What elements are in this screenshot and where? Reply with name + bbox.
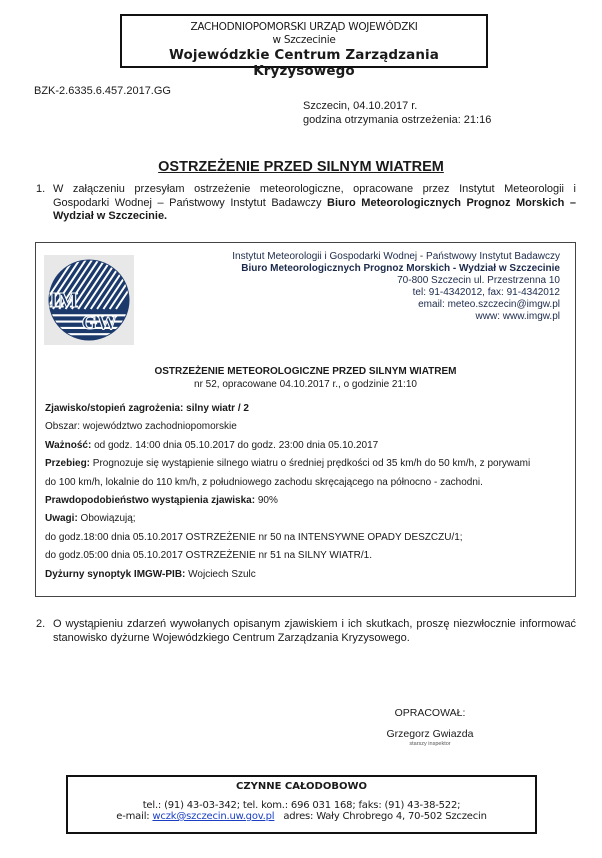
warning-subheading: nr 52, opracowane 04.10.2017 r., o godzinie 21:10 [194, 379, 417, 390]
logo-text-top: IM [49, 288, 79, 313]
footer-email-label: e-mail: [116, 811, 153, 822]
signature-role: OPRACOWAŁ: [394, 707, 466, 719]
office-city: w Szczecinie [272, 34, 336, 46]
note-2: do godz.05:00 dnia 05.10.2017 OSTRZEŻENIE nr 51 na SILNY WIATR/1. [45, 550, 373, 562]
validity-label: Ważność: [45, 439, 92, 451]
document-title: OSTRZEŻENIE PRZED SILNYM WIATREM [158, 159, 444, 175]
place-date: Szczecin, 04.10.2017 r. [303, 100, 418, 112]
reference-number: BZK-2.6335.6.457.2017.GG [34, 85, 171, 97]
forecaster-value: Wojciech Szulc [185, 568, 256, 580]
course-row-2: do 100 km/h, lokalnie do 110 km/h, z południowego zachodu skręcającego na północno - zachodni. [45, 476, 483, 488]
warning-body [45, 400, 565, 584]
item-text [53, 183, 576, 224]
institute-phone: tel: 91-4342012, fax: 91-4342012 [412, 287, 560, 298]
warning-box [35, 242, 576, 597]
validity-value: od godz. 14:00 dnia 05.10.2017 do godz. 23:00 dnia 05.10.2017 [91, 439, 379, 451]
item-text-regular: W załączeniu przesyłam ostrzeżenie meteorologiczne, opracowane przez Instytut Meteorologii i Gospodarki Wodnej – Państwowy Instytut Badawczy [53, 183, 576, 209]
course-line1: Prognozuje się wystąpienie silnego wiatru o średniej prędkości od 35 km/h do 50 km/h, z porywami [90, 458, 531, 470]
item-text: O wystąpieniu zdarzeń wywołanych opisanym zjawiskiem i ich skutkach, proszę niezwłocznie informować stanowisko dyżurne Wojewódzkiego Centrum Zarządzania Kryzysowego. [53, 618, 576, 644]
probability-row [45, 492, 565, 510]
office-name: ZACHODNIOPOMORSKI URZĄD WOJEWÓDZKI [190, 21, 418, 33]
footer-box [66, 775, 537, 834]
course-label: Przebieg: [45, 458, 91, 470]
signature-name: Grzegorz Gwiazda [386, 728, 474, 740]
footer-contacts: tel.: (91) 43-03-342; tel. kom.: 696 031 168; faks: (91) 43-38-522; [142, 800, 461, 811]
notes-value: Obowiązują; [77, 513, 136, 525]
probability-value: 90% [255, 495, 278, 507]
footer-email-address-row [68, 811, 535, 822]
area-value: województwo zachodniopomorskie [80, 421, 237, 433]
institute-address: 70-800 Szczecin ul. Przestrzenna 10 [397, 275, 560, 286]
item-number: 1. [36, 183, 46, 195]
forecaster-row [45, 566, 565, 584]
footer-heading: CZYNNE CAŁODOBOWO [236, 781, 367, 792]
notes-label: Uwagi: [45, 513, 78, 525]
institute-email: email: meteo.szczecin@imgw.pl [418, 299, 560, 310]
header-box [120, 14, 488, 79]
warning-heading-block [36, 365, 575, 391]
item-number: 2. [36, 618, 46, 630]
forecaster-label: Dyżurny synoptyk IMGW-PIB: [45, 568, 186, 580]
area-label: Obszar: [45, 421, 81, 433]
institute-name: Instytut Meteorologii i Gospodarki Wodnej - Państwowy Instytut Badawczy [232, 251, 560, 262]
list-item [36, 183, 576, 224]
course-row [45, 455, 565, 473]
list-item [36, 618, 576, 645]
validity-row [45, 437, 565, 455]
phenomenon-row [45, 400, 565, 418]
area-row [45, 418, 565, 436]
phenomenon-label: Zjawisko/stopień zagrożenia: silny wiatr / 2 [45, 403, 249, 414]
signature-title: starszy inspektor [409, 741, 451, 747]
probability-label: Prawdopodobieństwo wystąpienia zjawiska: [45, 495, 256, 507]
place-date-block [303, 99, 491, 127]
note-1: do godz.18:00 dnia 05.10.2017 OSTRZEŻENIE nr 50 na INTENSYWNE OPADY DESZCZU/1; [45, 531, 463, 543]
notes-row [45, 510, 565, 528]
footer-email-link[interactable]: wczk@szczecin.uw.gov.pl [152, 811, 275, 822]
received-time: godzina otrzymania ostrzeżenia: 21:16 [303, 114, 492, 126]
item-text-bold: Biuro Meteorologicznych Prognoz Morskich – Wydział w Szczecinie. [53, 196, 576, 222]
institute-office: Biuro Meteorologicznych Prognoz Morskich - Wydział w Szczecinie [241, 263, 560, 274]
imgw-logo-icon [44, 255, 134, 345]
warning-heading: OSTRZEŻENIE METEOROLOGICZNE PRZED SILNYM WIATREM [154, 366, 457, 377]
institute-www: www: www.imgw.pl [475, 311, 560, 322]
institute-info [232, 251, 560, 323]
center-name: Wojewódzkie Centrum Zarządzania Kryzysowego [169, 47, 439, 79]
logo-text-bottom: GW [81, 311, 117, 334]
footer-address: adres: Wały Chrobrego 4, 70-502 Szczecin [283, 811, 487, 822]
